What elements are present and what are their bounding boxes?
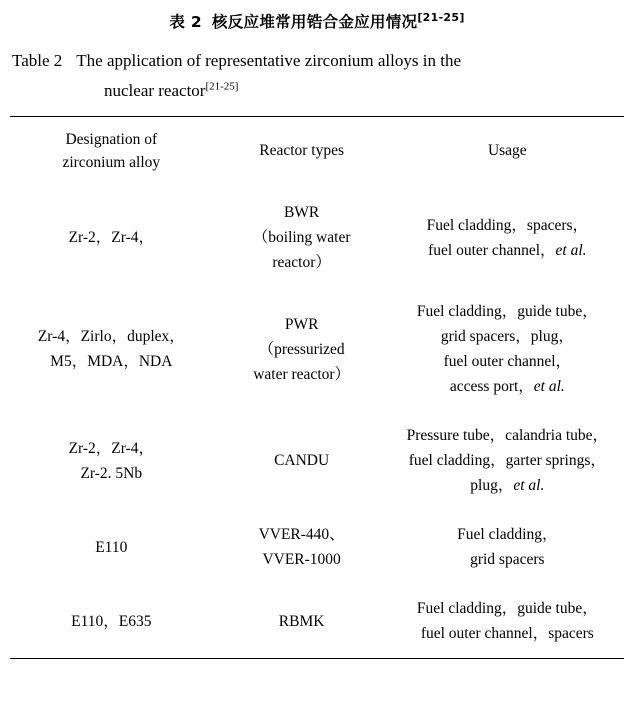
reactor-line: RBMK [278, 612, 325, 630]
table-row [10, 584, 624, 659]
cell-alloy [10, 510, 213, 584]
cell-alloy [10, 411, 213, 510]
table-header-row [10, 117, 624, 188]
table-row [10, 510, 624, 584]
usage-line: Fuel cladding，guide tube， [416, 600, 598, 618]
table-caption-english [10, 46, 624, 106]
cell-usage [391, 510, 624, 584]
reactor-line: water reactor） [253, 365, 351, 383]
usage-et-al: et al. [533, 378, 565, 396]
reactor-line: CANDU [274, 452, 330, 470]
reactor-line: VVER-1000 [262, 551, 341, 569]
caption-chinese-title: 核反应堆常用锆合金应用情况 [211, 13, 418, 31]
alloy-line: Zr-2，Zr-4， [68, 439, 155, 457]
usage-line-wrap: access port，et al. [449, 378, 565, 396]
reactor-line: （boiling water [252, 229, 351, 247]
alloy-line: Zr-2，Zr-4， [68, 229, 155, 247]
table-row [10, 287, 624, 411]
column-header-usage: Usage [391, 117, 624, 188]
cell-usage [391, 188, 624, 287]
usage-line: Fuel cladding，guide tube， [416, 303, 598, 321]
cell-alloy [10, 188, 213, 287]
column-header-reactor-types: Reactor types [213, 117, 391, 188]
cell-reactor [213, 510, 391, 584]
usage-line: Fuel cladding，spacers， [426, 216, 589, 234]
table-header [10, 117, 624, 188]
reactor-line: reactor） [272, 254, 331, 272]
cell-alloy [10, 287, 213, 411]
usage-line: Fuel cladding， [457, 526, 558, 544]
cell-reactor [213, 411, 391, 510]
table-row [10, 411, 624, 510]
usage-line: Pressure tube，calandria tube， [406, 427, 609, 445]
zirconium-alloy-application-table [10, 116, 624, 659]
cell-alloy [10, 584, 213, 659]
caption-chinese-label: 表 2 [169, 13, 202, 31]
table-caption-chinese [10, 12, 624, 32]
usage-line-wrap: fuel outer channel，et al. [428, 241, 587, 259]
alloy-line: E110 [95, 538, 128, 556]
caption-english-reference: [21-25] [205, 80, 239, 93]
usage-line: grid spacers [470, 551, 545, 569]
table-body [10, 188, 624, 659]
cell-usage [391, 584, 624, 659]
cell-reactor [213, 287, 391, 411]
column-header-designation-line1: Designation of [65, 131, 158, 149]
column-header-designation-line2: zirconium alloy [62, 153, 161, 171]
usage-line: grid spacers，plug， [440, 328, 574, 346]
alloy-line: E110，E635 [71, 612, 152, 630]
caption-english-label: Table 2 [12, 51, 63, 71]
table-row [10, 188, 624, 287]
cell-reactor [213, 188, 391, 287]
alloy-line: Zr-4，Zirlo，duplex， [37, 328, 185, 346]
usage-line-wrap: plug，et al. [470, 477, 545, 495]
usage-et-al: et al. [513, 477, 545, 495]
reactor-line: （pressurized [258, 340, 345, 358]
column-header-designation [10, 117, 213, 188]
usage-line: fuel outer channel，spacers [420, 625, 594, 643]
caption-english-title-line2-wrap [12, 76, 622, 106]
caption-chinese-reference: [21-25] [417, 10, 465, 24]
cell-usage [391, 411, 624, 510]
reactor-line: BWR [283, 204, 320, 222]
cell-usage [391, 287, 624, 411]
alloy-line: Zr-2. 5Nb [80, 464, 143, 482]
reactor-line: VVER-440、 [258, 526, 345, 544]
reactor-line: PWR [284, 315, 319, 333]
caption-english-title-line1: The application of representative zirconium alloys in the [76, 51, 461, 71]
caption-english-title-line2: nuclear reactor [104, 81, 206, 101]
alloy-line: M5，MDA，NDA [50, 353, 173, 371]
usage-line: fuel outer channel， [443, 353, 572, 371]
usage-et-al: et al. [555, 241, 587, 259]
usage-line: fuel cladding，garter springs， [408, 452, 606, 470]
cell-reactor [213, 584, 391, 659]
